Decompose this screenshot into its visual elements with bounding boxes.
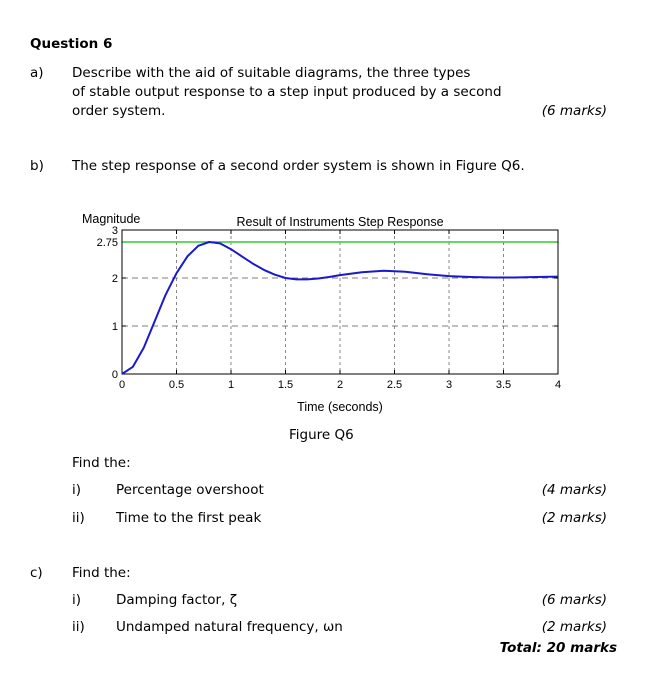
x-tick-label: 2.5 [386, 379, 403, 391]
part-a-marks: (6 marks) [541, 103, 607, 119]
part-b-item-1-marks: (4 marks) [541, 482, 607, 498]
x-tick-label: 1.5 [277, 379, 294, 391]
part-a-line-1: Describe with the aid of suitable diagrams, the three types [72, 65, 471, 81]
x-tick-label: 0.5 [168, 379, 185, 391]
chart-xlabel: Time (seconds) [297, 400, 383, 414]
part-c-item-2-text: Undamped natural frequency, ωn [116, 619, 343, 635]
part-a-label: a) [30, 65, 44, 81]
part-a-line-3: order system. [72, 103, 166, 119]
chart-grid [122, 230, 558, 374]
part-c-item-1-marks: (6 marks) [541, 592, 607, 608]
figure-caption: Figure Q6 [289, 427, 354, 443]
x-tick-label: 3 [445, 379, 453, 391]
total-marks: Total: 20 marks [499, 640, 617, 656]
y-tick-label: 3 [111, 225, 118, 237]
part-b-item-1-num: i) [72, 482, 82, 498]
x-tick-label: 2 [336, 379, 344, 391]
chart-tick-labels [97, 225, 561, 391]
y-tick-label: 0 [111, 369, 118, 381]
part-b-item-2-marks: (2 marks) [541, 510, 607, 526]
x-tick-label: 4 [554, 379, 562, 391]
y-tick-label: 2.75 [96, 237, 118, 249]
part-c-item-1-num: i) [72, 592, 82, 608]
part-b-item-1-text: Percentage overshoot [116, 482, 264, 498]
part-b-item-2-text: Time to the first peak [116, 510, 262, 526]
part-b-label: b) [30, 158, 44, 174]
x-tick-label: 0 [118, 379, 126, 391]
part-b-item-2-num: ii) [72, 510, 85, 526]
part-c-item-2-marks: (2 marks) [541, 619, 607, 635]
part-c-find: Find the: [72, 565, 131, 581]
part-a-line-2: of stable output response to a step input produced by a second [72, 84, 502, 100]
part-c-item-1-text: Damping factor, ζ [116, 592, 238, 608]
part-b-find: Find the: [72, 455, 131, 471]
question-title: Question 6 [30, 36, 113, 52]
x-tick-label: 1 [227, 379, 235, 391]
part-c-item-2-num: ii) [72, 619, 85, 635]
y-tick-label: 1 [111, 321, 118, 333]
y-tick-label: 2 [111, 273, 118, 285]
x-tick-label: 3.5 [495, 379, 512, 391]
chart-ylabel: Magnitude [82, 212, 141, 226]
part-c-label: c) [30, 565, 43, 581]
chart-title: Result of Instruments Step Response [236, 215, 444, 229]
part-b-text: The step response of a second order system is shown in Figure Q6. [72, 158, 525, 174]
